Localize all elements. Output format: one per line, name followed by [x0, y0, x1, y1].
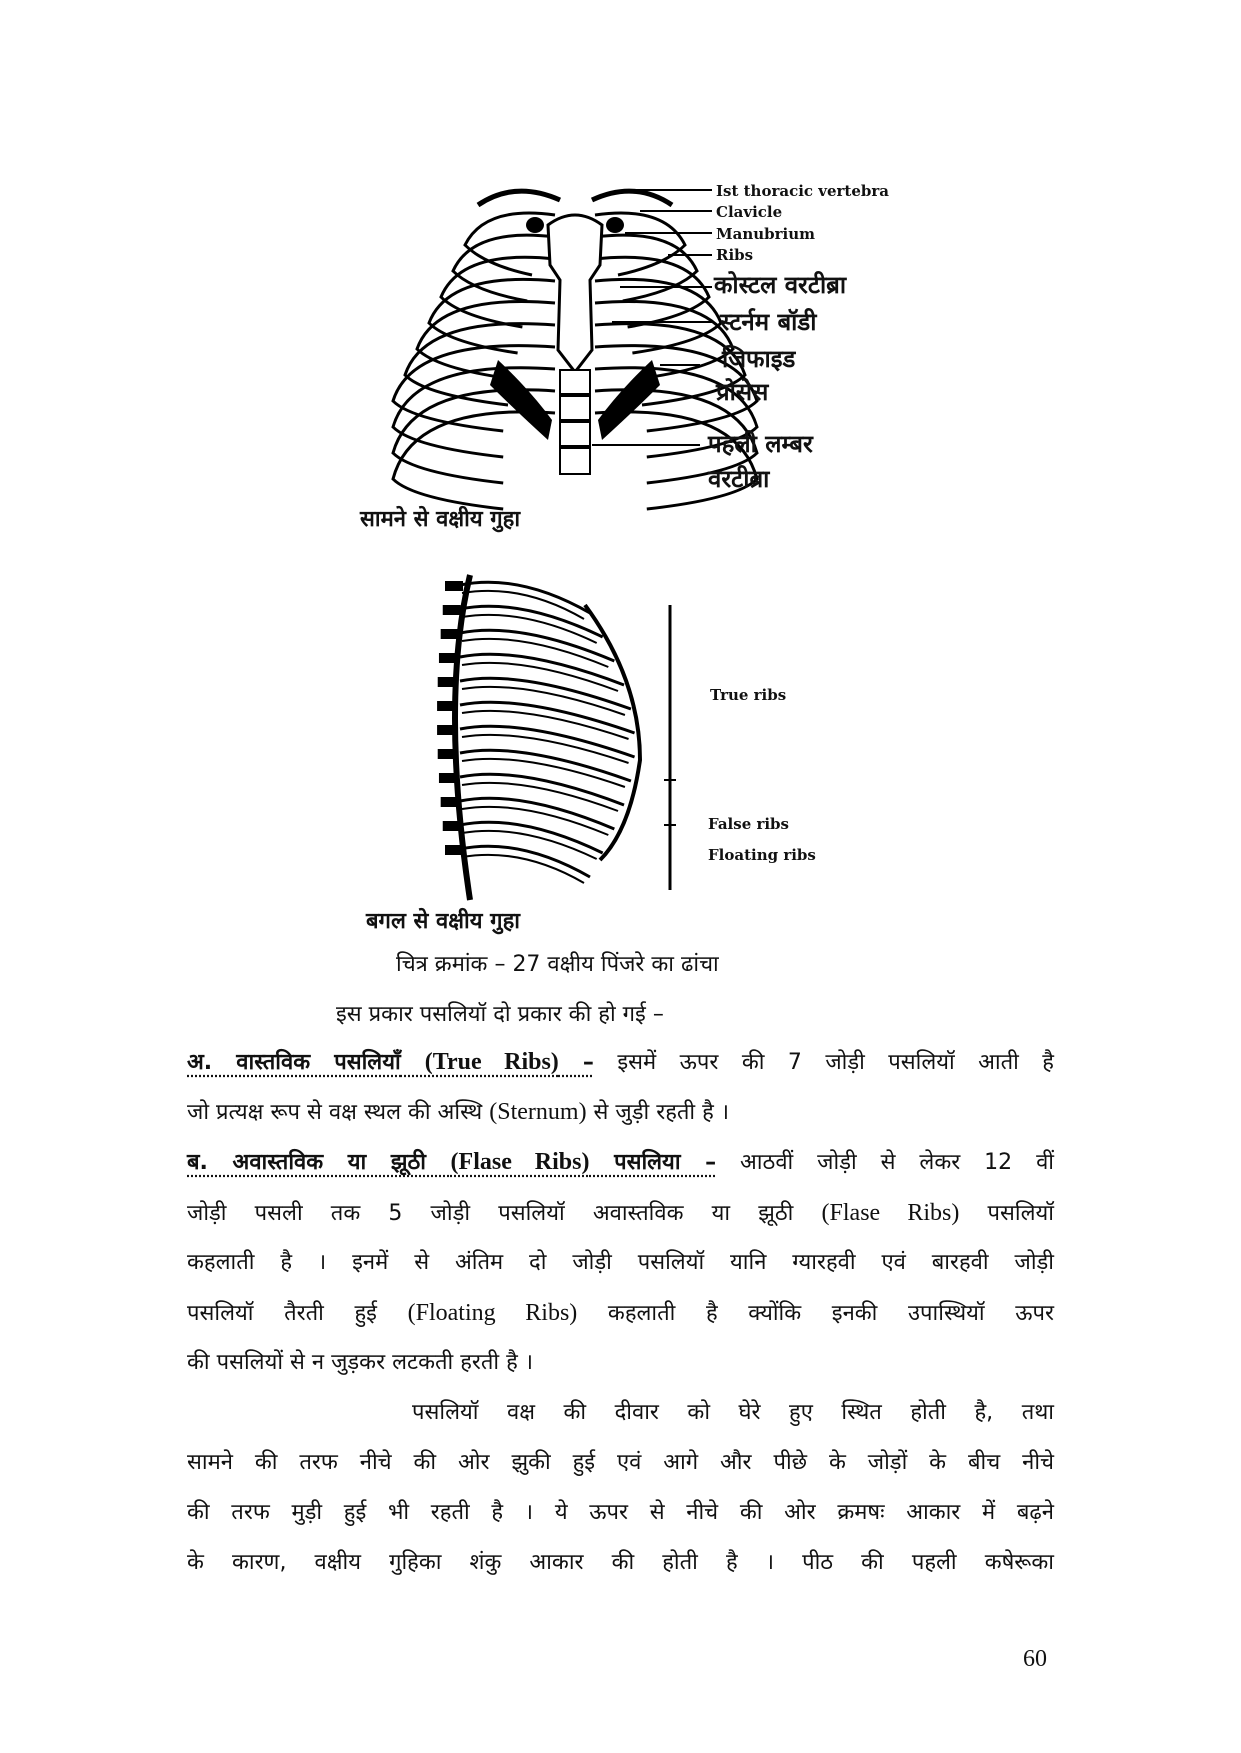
label-xiphoid: जिफाइड: [722, 345, 796, 373]
label-first-lumbar: पहली लम्बर: [708, 430, 813, 458]
para-b-heading: ब. अवास्तविक या झूठी (Flase Ribs) पसलिया –: [187, 1149, 717, 1175]
side-rib: [460, 654, 624, 685]
side-vertebra: [445, 845, 463, 855]
side-vertebra: [443, 605, 461, 615]
para-c-line-2: सामने की तरफ नीचे की ओर झुकी हुई एवं आगे और पीछे के जोड़ों के बीच नीचे: [187, 1450, 1054, 1475]
side-vertebra: [437, 725, 455, 735]
label-floating-ribs: Floating ribs: [708, 846, 816, 864]
para-b-line-2: जोड़ी पसली तक 5 जोड़ी पसलियॉ अवास्तविक या झूठी (Flase Ribs) पसलियॉ: [187, 1200, 1054, 1226]
para-c-line-3: की तरफ मुड़ी हुई भी रहती है । ये ऊपर से नीचे की ओर क्रमषः आकार में बढ़ने: [187, 1500, 1054, 1525]
label-costal-vertebra: कोस्टल वरटीब्रा: [714, 271, 847, 299]
figure-caption: चित्र क्रमांक – 27 वक्षीय पिंजरे का ढांचा: [396, 952, 719, 977]
side-vertebra: [445, 581, 463, 591]
para-c-line-4: के कारण, वक्षीय गुहिका शंकु आकार की होती है । पीठ की पहली कषेरूका: [187, 1550, 1054, 1575]
side-vertebra: [438, 749, 456, 759]
side-vertebra: [438, 677, 456, 687]
label-true-ribs: True ribs: [710, 686, 787, 704]
para-b-line-3: कहलाती है । इनमें से अंतिम दो जोड़ी पसलियॉ यानि ग्यारहवी एवं बारहवी जोड़ी: [187, 1250, 1054, 1275]
label-false-ribs: False ribs: [708, 815, 789, 833]
label-clavicle: Clavicle: [716, 203, 783, 221]
side-vertebra: [441, 629, 459, 639]
figure-front-caption: सामने से वक्षीय गुहा: [360, 507, 521, 532]
side-vertebra: [441, 797, 459, 807]
figure-side-caption: बगल से वक्षीय गुहा: [366, 909, 520, 934]
side-vertebra: [443, 821, 461, 831]
label-process: प्रोसेस: [716, 378, 769, 406]
label-manubrium: Manubrium: [716, 225, 816, 243]
label-sternum-body: स्टर्नम बॉडी: [720, 308, 817, 336]
side-vertebra: [439, 653, 457, 663]
para-c-line-1: पसलियॉ वक्ष की दीवार को घेरे हुए स्थित होती है, तथा: [412, 1400, 1054, 1425]
para-a-heading: अ. वास्तविक पसलियॉं (True Ribs) –: [187, 1049, 594, 1075]
side-vertebra: [437, 701, 455, 711]
side-rib: [460, 798, 614, 829]
para-a-line-1: अ. वास्तविक पसलियॉं (True Ribs) – इसमें ऊपर की 7 जोड़ी पसलियॉ आती है: [187, 1049, 1054, 1075]
intro-line: इस प्रकार पसलियॉ दो प्रकार की हो गई –: [336, 1002, 664, 1027]
para-b-line-5: की पसलियों से न जुड़कर लटकती हरती है ।: [187, 1350, 534, 1375]
side-vertebra: [439, 773, 457, 783]
side-rib: [460, 630, 614, 661]
label-first-thoracic-vertebra: Ist thoracic vertebra: [716, 182, 890, 200]
side-rib: [460, 846, 590, 877]
side-rib-inner: [462, 855, 584, 883]
side-rib: [460, 606, 603, 637]
para-b-line-4: पसलियॉ तैरती हुई (Floating Ribs) कहलाती है क्योंकि इनकी उपास्थियॉ ऊपर: [187, 1300, 1054, 1326]
side-rib: [460, 822, 603, 853]
label-vertebra: वरटीब्रा: [708, 465, 770, 493]
para-b-line-1: ब. अवास्तविक या झूठी (Flase Ribs) पसलिया – आठवीं जोड़ी से लेकर 12 वीं: [187, 1149, 1054, 1175]
page-number: 60: [1023, 1646, 1047, 1672]
label-ribs: Ribs: [716, 246, 754, 264]
para-a-line-2: जो प्रत्यक्ष रूप से वक्ष स्थल की अस्थि (Sternum) से जुड़ी रहती है ।: [187, 1099, 730, 1125]
